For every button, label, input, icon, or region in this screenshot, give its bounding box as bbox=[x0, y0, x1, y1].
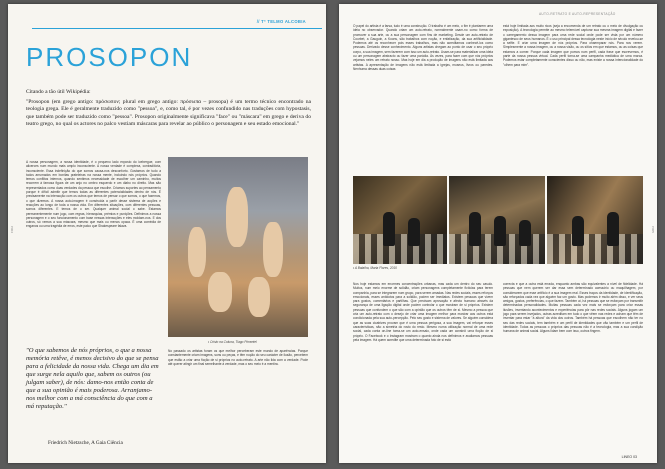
right-column-1: O papel do artista é a farsa, tudo é uma construção. O trabalho é um meio, o fim é plantarem uma ideia no observador. Quando criam um auto-retrato, normalmente usam-no como forma de promover a sua arte, ou a sua personagem com fins de marketing. Desde um auto-retrato de Courbet, a Gauguin, a Koons, são trabalhos com noção, e enfatização, da sua artificialidade. Podemos até os reconhecer pois esses trabalhos, mas não acreditamos conhecê-los como pessoas. Derivado desse conhecimento. Alguns artistas chegam ao ponto de usar o seu próprio corpo, a sua imagem, sem fazerem com isso um auto-retrato. Usam-se para materializar uma ideia ou um personagem abstracto ou fazer uma paródia. Às vezes, para fazer com que nós próprios vejamos neles um retrato nosso. Mas hoje em dia a produção de imagens não está limitada aos artistas. A apresentação de imagens não está limitada a igrejas, museus, livros ou paredes. Nenhuma dessas duas coisas bbox=[353, 24, 493, 71]
painting-caption: • Cristo na Coluna, Tiago Pimentel bbox=[208, 340, 257, 344]
painting-image bbox=[168, 157, 308, 337]
body-column: A nossa personagem, a nossa identidade, é o pequeno lado exposto do icebergue, com alicerces num mundo mais amplo inconsciente. A nossa verdade é complexa, contraditória, inconsciente. Essa indefinição do que somos causa-nos desconforto. Gostamos de tudo a todos arrumados em bonitas prateleiras na nossa mente, incluindo nós próprios. Quando temos conflitos internos, quando sentimos necessidade de escolher um caminho, muitos recorrem à famosa figura de um anjo no ombro esquerdo e um diabo no direito. Mas são representados como duas verdades da pessoa que escolhe. Criamos suportes ao pensamento porque é difícil admitir que temos todas as diferentes potencialidades dentro de nós. É precisamente na interacção com os outros que temos de pensar o que somos, o que fazemos, o que dizemos. A nossa auto-imagem é construída a partir desse sistema de acções e reacções ao longo de toda a nossa vida. Em diferentes situações, com diferentes pessoas, somos diferentes. E temos de o ser. Qualquer animal social o sabe. Estamos permanentemente num jogo, com regras, hierarquias, prémios e punições. Definimos a nossa personagem e o seu funcionamento com base nessas interacções e eles moldam-nos. E dos outros, só vemos a sua máscara, mesmo que mais ou menos opaca. É uma comédia de enganos ou uma tragédia de erros, este palco que Shakespeare falava. bbox=[26, 160, 161, 229]
quote-author: Friedrich Nietzsche, A Gaia Ciência bbox=[48, 440, 123, 446]
photo-2 bbox=[449, 176, 545, 264]
page-number-left: P004 bbox=[10, 226, 14, 234]
page-number-right: P005 bbox=[651, 226, 655, 234]
footer-issue: LINEO 03 bbox=[621, 455, 637, 459]
photo-strip bbox=[353, 176, 643, 264]
intro-paragraph: "Prosopon (em grego antigo: πρόσωπον; plural em grego antigo: πρόσωπα – prosopa) é um termo técnico encontrado na teologia grega. Ele é geralmente traduzido como "pessoa", e, como tal, é por vezes confundido nas traduções com hypostasis, que também pode ser traduzido como "pessoa". Prosopon originalmente significava "face" ou "máscara" em grego e deriva do teatro grego, no qual os actores no palco vestiam máscaras para revelar ao público o personagem e seu estado emocional." bbox=[26, 99, 311, 127]
right-column-4: correcta e que a outra está errada, enquanto ambas são equivalentes a nível de fidelidade. Há pessoas que nem querem ser dar essa sem determinado acessório ou maquilhagem, por considerarem que esse artifício é a sua imagem real. Esses traços da identidade, de identificação, são reforçados cada vez que alguém faz um gosto. Mas podemos ir muito além disso, e ver seus amigos, gostos, preferências, o que fazem. Também aí, há pessoas que se esforçam por transmitir determinadas personalidades. Muitas pessoas cada vez mais se esforçam para criar essas ilusões, inventando acontecimentos e experiências para pôr nas redes sociais. Alguns jogam um jogo para serem invejados, outras acreditam em tudo o que vêem nas redes e acham que têm de inventar para estar "à altura" da vida dos outros. Também há pessoas que escolhem não ter no seu das redes sociais, tem também e um perfil de identidades que vão também e um perfil de identidade. Todas as pessoas o próprios das pessoas não é a tecnologia, mas a sua condição humana de animal social. Alguns lidam bem com isso, outros fingem. bbox=[503, 282, 643, 334]
left-page bbox=[8, 4, 326, 463]
title-rule bbox=[32, 28, 322, 29]
right-column-3: Nos hoje estamos em enormes concentrações urbanas, mas cada um dentro do seu casulo. Muitos, num meio enorme de solidão, criam personagens completamente fictícias para terem companhia, para se integrarem num grupo, para serem amadas. Nas redes sociais, esses reforços emocionais, esses antídotos para a solidão, podem ser imediatos. Existem pessoas que vivem para gostos, comentários e partilhas. Que precisam aprovação e afecto humano através da segurança de uma ligação digital onde podem controlar o que mostram de si próprios. Existem pessoas que confundem o que são com a opinião que os outros têm de si. Mesmo a pessoa que cria um auto-retrato com o desejo de criar uma imagem melhor para mostrar aos outros está condicionada pela sua auto-percepção. Pelo seu gosto e sistema de valores. Se alguém considera que as suas cicatrizes provam que é uma pessoa perigosa, a sua imagem, vai reforçar esses características, não a simetria do rosto do resto. Mesmo numa utilização normal de uma rede social, cada conta on-line toma-se um auto-ensaio, onde cada um constrói uma ficção de si próprio. O Facebook e o Instagram mostram o quanto ainda nos definimos e avaliamos pessoas pela imagem. Há quem acredite que uma determinada foto de si está bbox=[353, 282, 493, 342]
photo-1 bbox=[353, 176, 447, 264]
right-column-2: está hoje limitada aos muito ricos (seja a encomenda de um retrato ou o meio de divulgação ou exposição). A tecnologia permite ao mesmo telemóvel capturar sua mesma imagem digital e fazer o carregamento dessa imagem para uma rede social onde pode ser vista por um número gigantesco de seus humanos. É o uso principal dessa tecnologia neste início de século revelou-se a selfie. E criar uma imagem de nós próprios. Para ohaemparar nós. Para nos verem. Simplesmente a nossa imagem, ou a nossa visão, ou os sítios em que estamos, ou as coisas que estamos a comer. Porque cada imagem que pomos num perfil, cada frase que escrevemos, é parte da nossa pessoa virtual. Cada perfil torna-se uma campanha mediática de uma marca. Podemos estar completamente conscientes disso ou não, mas existe a nossa intencionalidade do "olhem para mim". bbox=[503, 24, 643, 67]
intro-block bbox=[26, 89, 311, 131]
intro-lead: Citando a tão útil Wikipédia: bbox=[26, 89, 91, 95]
photo-3 bbox=[547, 176, 643, 264]
nietzsche-quote: "O que sabemos de nós próprios, o que a nossa memória retêve, é menos decisivo do que se pensa para a felicidade da nossa vida. Chega um dia em que surge nela aquilo que, sabem os outros (ou julgam saber), de nós: damo-nos então conta de que a sua opinião é mais poderosa. Arranjamo-nos melhor com a má consciência do que com a má reputação." bbox=[26, 347, 159, 410]
photo-caption: • A Batalha, Maria Flores, 2010 bbox=[353, 266, 397, 270]
running-header: AUTO-RETRATO E AUTO-REPRESENTAÇÃO bbox=[539, 12, 616, 16]
page-title: PROSOPON bbox=[26, 42, 193, 72]
body-column-bottom: No passado os artistas foram os que melhor perceberam este mundo de aparências. Porque constantemente criam imagens, sons ou peças, e têm noção do seu carácter de ilusão, percebem que estão a criar uma ficção de si próprios no auto-retrato. A arte não lida com a verdade. Pode até querer atingir um final semelhante à verdade, mas o seu meio é a mentira. bbox=[168, 349, 308, 366]
author-tag: // Tª TELMO ALCOBIA bbox=[256, 19, 306, 24]
right-page bbox=[339, 4, 657, 463]
